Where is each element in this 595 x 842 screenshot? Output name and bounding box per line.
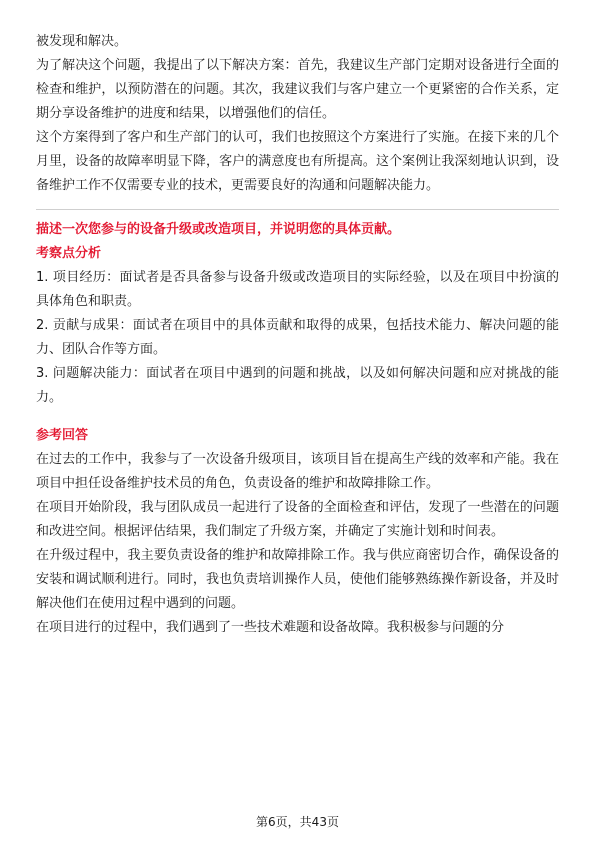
intro-paragraph: 被发现和解决。: [36, 34, 128, 49]
document-page: [36, 30, 559, 640]
analysis-heading: 考察点分析: [36, 246, 102, 261]
analysis-item: 3. 问题解决能力：面试者在项目中遇到的问题和挑战，以及如何解决问题和应对挑战的能力。: [36, 366, 559, 405]
answer-paragraph: 在项目开始阶段，我与团队成员一起进行了设备的全面检查和评估，发现了一些潜在的问题和改进空间。根据评估结果，我们制定了升级方案，并确定了实施计划和时间表。: [36, 500, 559, 539]
page-number: 第6页，共43页: [256, 815, 339, 829]
answer-heading: 参考回答: [36, 428, 89, 443]
answer-paragraph: 在升级过程中，我主要负责设备的维护和故障排除工作。我与供应商密切合作，确保设备的安装和调试顺利进行。同时，我也负责培训操作人员，使他们能够熟练操作新设备，并及时解决他们在使用过程中遇到的问题。: [36, 548, 559, 611]
analysis-item: 1. 项目经历：面试者是否具备参与设备升级或改造项目的实际经验，以及在项目中扮演的具体角色和职责。: [36, 270, 559, 309]
question-title: 描述一次您参与的设备升级或改造项目，并说明您的具体贡献。: [36, 222, 401, 237]
intro-paragraph: 为了解决这个问题，我提出了以下解决方案：首先，我建议生产部门定期对设备进行全面的检查和维护，以预防潜在的问题。其次，我建议我们与客户建立一个更紧密的合作关系，定期分享设备维护的进度和结果，以增强他们的信任。: [36, 58, 559, 121]
analysis-item: 2. 贡献与成果：面试者在项目中的具体贡献和取得的成果，包括技术能力、解决问题的能力、团队合作等方面。: [36, 318, 559, 357]
intro-paragraph: 这个方案得到了客户和生产部门的认可，我们也按照这个方案进行了实施。在接下来的几个月里，设备的故障率明显下降，客户的满意度也有所提高。这个案例让我深刻地认识到，设备维护工作不仅需要专业的技术，更需要良好的沟通和问题解决能力。: [36, 130, 559, 193]
section-divider: [36, 209, 559, 210]
answer-paragraph: 在过去的工作中，我参与了一次设备升级项目，该项目旨在提高生产线的效率和产能。我在项目中担任设备维护技术员的角色，负责设备的维护和故障排除工作。: [36, 452, 559, 491]
answer-paragraph: 在项目进行的过程中，我们遇到了一些技术难题和设备故障。我积极参与问题的分: [36, 620, 505, 635]
